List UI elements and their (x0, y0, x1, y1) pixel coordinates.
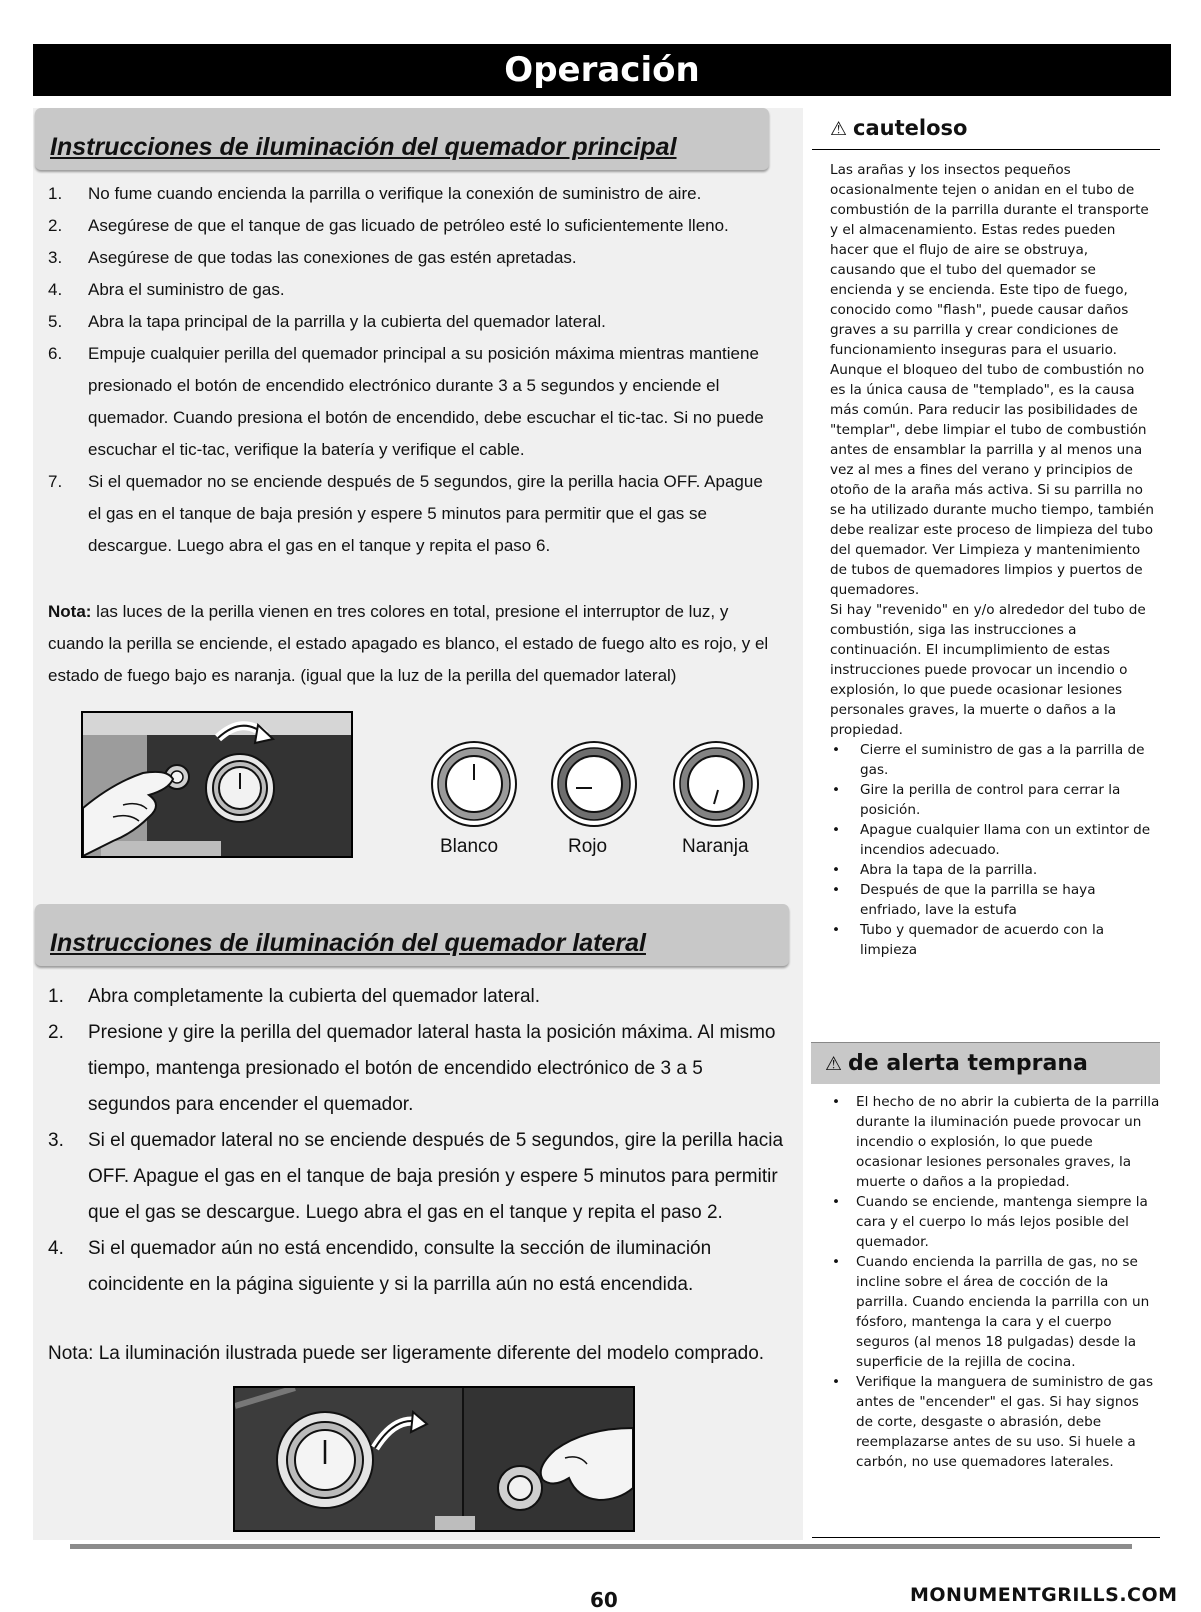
page-title-bar (33, 44, 1171, 96)
side-burner-steps (48, 979, 788, 1303)
knob-label-blanco: Blanco (440, 836, 499, 857)
step-number: 3. (48, 248, 63, 267)
knob-white-indicator (430, 740, 518, 833)
step-number: 4. (48, 1238, 64, 1259)
early-warning-bullets (830, 1092, 1160, 1472)
step-number: 2. (48, 1022, 64, 1043)
warning-triangle-icon: ⚠ (830, 118, 848, 140)
knob-red-indicator (550, 740, 638, 833)
list-item (48, 242, 768, 274)
note-text: las luces de la perilla vienen en tres colores en total, presione el interruptor de luz, y cuando la perilla se enciende, el estado apagado es blanco, el estado de fuego alto es rojo, y el estado de fuego bajo es naranja. (igual que la luz de la perilla del quemador lateral) (48, 602, 769, 685)
page-number: 60 (590, 1588, 618, 1612)
caution-body (830, 160, 1155, 960)
page-title: Operación (504, 50, 700, 90)
footer-divider (70, 1544, 1132, 1549)
step-number: 4. (48, 280, 63, 299)
step-text: Abra completamente la cubierta del quemador lateral. (88, 986, 541, 1007)
list-item: • Gire la perilla de control para cerrar la posición. (830, 780, 1155, 820)
step-text: Abra el suministro de gas. (88, 280, 285, 299)
warning-triangle-icon: ⚠ (825, 1053, 843, 1075)
caution-paragraph: Si hay "revenido" en y/o alrededor del tubo de combustión, siga las instrucciones a continuación. El incumplimiento de estas instrucciones puede provocar un incendio o explosión, lo que puede ocasionar lesiones personales graves, la muerte o daños a la propiedad. (830, 602, 1146, 738)
list-item (48, 1123, 788, 1231)
step-number: 5. (48, 312, 63, 331)
side-burner-note: Nota: La iluminación ilustrada puede ser ligeramente diferente del modelo comprado. (48, 1343, 765, 1364)
main-burner-heading-text: Instrucciones de iluminación del quemador principal (50, 133, 677, 161)
early-warning-heading (811, 1042, 1160, 1084)
step-number: 6. (48, 344, 63, 363)
knob-icon (672, 740, 760, 828)
early-warning-title: de alerta temprana (848, 1051, 1088, 1076)
caution-paragraph: Aunque el bloqueo del tubo de combustión no es la única causa de "templado", es la causa más común. Para reducir las posibilidades de "templar", debe limpiar el tubo de combustión antes de ensamblar la parrilla y al menos una vez al mes a fines del verano y principios de otoño de la araña más activa. Si su parrilla no se ha utilizado durante mucho tiempo, también debe realizar este proceso de limpieza del tubo del quemador. Ver Limpieza y mantenimiento de tubos de quemadores limpios y puertos de quemadores. (830, 362, 1155, 598)
list-item: • Cuando encienda la parrilla de gas, no se incline sobre el área de cocción de la parrilla. Cuando encienda la parrilla con un fósforo, mantenga la cara y el cuerpo seguros (al menos 18 pulgadas) desde la superficie de la rejilla de cocina. (830, 1252, 1160, 1372)
step-number: 3. (48, 1130, 64, 1151)
step-text: Si el quemador no se enciende después de 5 segundos, gire la perilla hacia OFF. Apague el gas en el tanque de baja presión y espere 5 minutos para permitir que el gas se descargue. Luego abra el gas en el tanque y repita el paso 6. (88, 472, 763, 555)
list-item (48, 466, 768, 562)
caution-bullets (830, 740, 1155, 960)
step-number: 1. (48, 184, 63, 203)
note-label: Nota: (48, 602, 92, 621)
list-item: • Cierre el suministro de gas a la parrilla de gas. (830, 740, 1155, 780)
hand-pressing-button-icon (83, 713, 351, 856)
step-number: 1. (48, 986, 64, 1007)
list-item: • El hecho de no abrir la cubierta de la parrilla durante la iluminación puede provocar un incendio o explosión, lo que puede ocasionar lesiones personales graves, la muerte o daños a la propiedad. (830, 1092, 1160, 1192)
list-item (48, 178, 768, 210)
main-burner-note (48, 596, 788, 692)
step-text: Si el quemador lateral no se enciende después de 5 segundos, gire la perilla hacia OFF. Apague el gas en el tanque de baja presión y espere 5 minutos para permitir que el gas se descargue. Luego abra el gas en el tanque y repita el paso 2. (88, 1130, 784, 1223)
step-text: Si el quemador aún no está encendido, consulte la sección de iluminación coincidente en la página siguiente y si la parrilla aún no está encendida. (88, 1238, 712, 1295)
list-item: • Abra la tapa de la parrilla. (830, 860, 1155, 880)
step-text: Asegúrese de que todas las conexiones de gas estén apretadas. (88, 248, 577, 267)
list-item: • Tubo y quemador de acuerdo con la limpieza (830, 920, 1155, 960)
main-burner-steps (48, 178, 768, 562)
step-text: Asegúrese de que el tanque de gas licuado de petróleo esté lo suficientemente lleno. (88, 216, 729, 235)
step-text: Presione y gire la perilla del quemador lateral hasta la posición máxima. Al mismo tiempo, mantenga presionado el botón de encendido electrónico de 3 a 5 segundos para encender el quemador. (88, 1022, 776, 1115)
knob-label-naranja: Naranja (682, 836, 749, 857)
step-text: Abra la tapa principal de la parrilla y la cubierta del quemador lateral. (88, 312, 606, 331)
list-item (48, 210, 768, 242)
early-warning-body (830, 1092, 1160, 1472)
step-text: Empuje cualquier perilla del quemador principal a su posición máxima mientras mantiene presionado el botón de encendido electrónico durante 3 a 5 segundos y enciende el quemador. Cuando presiona el botón de encendido, debe escuchar el tic-tac. Si no puede escuchar el tic-tac, verifique la batería y verifique el cable. (88, 344, 764, 459)
knob-icon (550, 740, 638, 828)
step-number: 7. (48, 472, 63, 491)
list-item (48, 274, 768, 306)
list-item (48, 1231, 788, 1303)
list-item (48, 306, 768, 338)
list-item: • Cuando se enciende, mantenga siempre la cara y el cuerpo lo más lejos posible del quemador. (830, 1192, 1160, 1252)
right-column-divider (812, 1537, 1160, 1538)
list-item: • Verifique la manguera de suministro de gas antes de "encender" el gas. Si hay signos de corte, desgaste o abrasión, debe reemplazarse antes de su uso. Si huele a carbón, no use quemadores laterales. (830, 1372, 1160, 1472)
step-text: No fume cuando encienda la parrilla o verifique la conexión de suministro de aire. (88, 184, 702, 203)
ignition-illustration (81, 711, 353, 858)
knob-label-rojo: Rojo (568, 836, 608, 857)
list-item: • Después de que la parrilla se haya enfriado, lave la estufa (830, 880, 1155, 920)
caution-title: cauteloso (853, 116, 968, 140)
caution-heading (812, 116, 1160, 150)
knob-orange-indicator (672, 740, 760, 833)
side-burner-heading-text: Instrucciones de iluminación del quemador lateral (50, 929, 646, 957)
website-url: MONUMENTGRILLS.COM (910, 1584, 1178, 1606)
step-number: 2. (48, 216, 63, 235)
caution-paragraph: Las arañas y los insectos pequeños ocasionalmente tejen o anidan en el tubo de combustión de la parrilla durante el transporte y el almacenamiento. Estas redes pueden hacer que el flujo de aire se obstruya, causando que el tubo del quemador se encienda y se encienda. Este tipo de fuego, conocido como "flash", puede causar daños graves a su parrilla y crear condiciones de funcionamiento inseguras para el usuario. (830, 162, 1149, 358)
list-item (48, 979, 788, 1015)
list-item (48, 1015, 788, 1123)
list-item: • Apague cualquier llama con un extintor de incendios adecuado. (830, 820, 1155, 860)
side-burner-illustration (233, 1386, 635, 1532)
side-burner-knob-icon (235, 1388, 633, 1530)
knob-icon (430, 740, 518, 828)
side-burner-heading (35, 904, 789, 966)
main-burner-heading (35, 108, 769, 170)
list-item (48, 338, 768, 466)
